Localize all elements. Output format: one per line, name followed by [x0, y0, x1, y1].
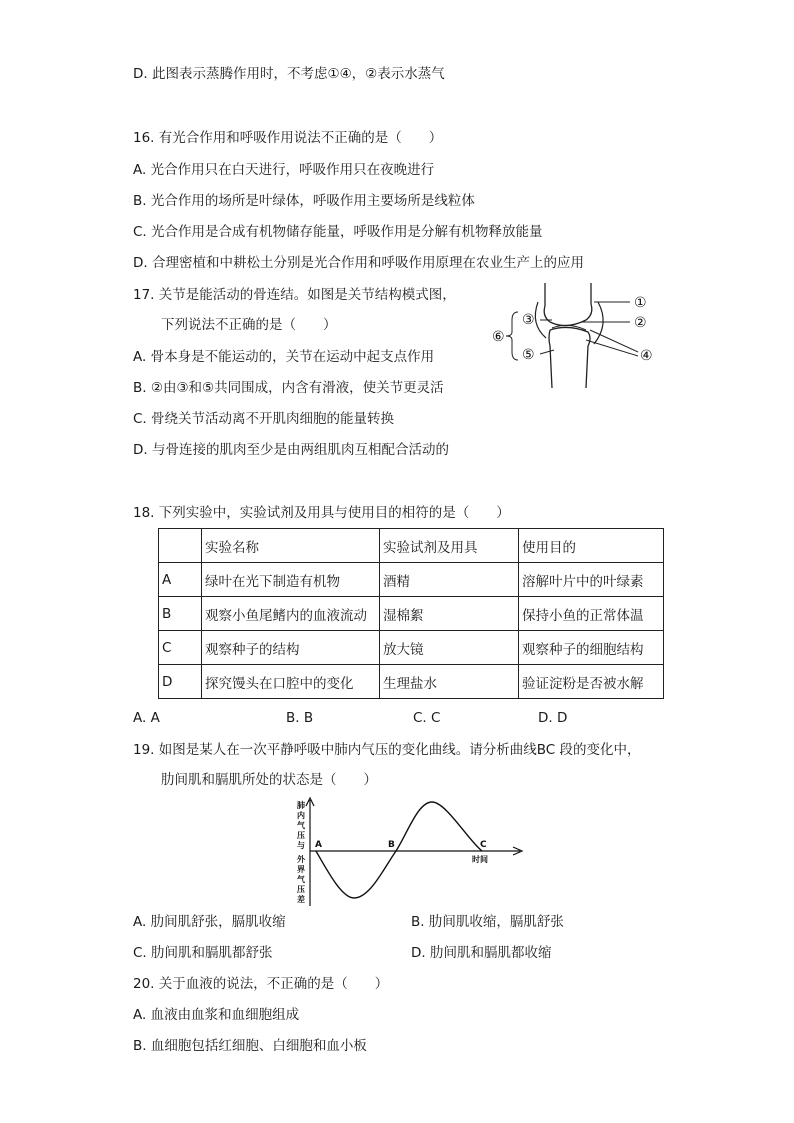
- q18-answer-d: D. D: [538, 710, 568, 726]
- label-2: ②: [634, 315, 647, 331]
- ylabel-char: 与: [297, 841, 305, 850]
- table-cell: 保持小鱼的正常体温: [519, 597, 664, 631]
- ylabel-char: 气: [297, 821, 305, 830]
- table-header-cell: [159, 529, 202, 563]
- label-6: ⑥: [492, 329, 505, 345]
- table-header-cell: 实验试剂及用具: [380, 529, 519, 563]
- q17-option-b: B. ②由③和⑤共同围成，内含有滑液，使关节更灵活: [133, 380, 444, 396]
- table-cell: D: [159, 665, 202, 699]
- q16-option-d: D. 合理密植和中耕松土分别是光合作用和呼吸作用原理在农业生产上的应用: [133, 255, 584, 271]
- ylabel-char: 内: [297, 811, 305, 820]
- table-cell: 溶解叶片中的叶绿素: [519, 563, 664, 597]
- table-cell: 观察种子的细胞结构: [519, 631, 664, 665]
- q19-stem-line2: 肋间肌和膈肌所处的状态是（ ）: [161, 772, 377, 788]
- pressure-graph: [296, 794, 536, 910]
- q20-stem: 20. 关于血液的说法，不正确的是（ ）: [133, 976, 389, 992]
- table-row: [159, 563, 664, 597]
- label-4: ④: [640, 348, 653, 364]
- q18-answer-a: A. A: [133, 710, 160, 726]
- q17-option-c: C. 骨绕关节活动离不开肌肉细胞的能量转换: [133, 411, 395, 427]
- ylabel-char: 肺: [297, 801, 305, 810]
- label-1: ①: [634, 295, 647, 311]
- q18-answer-b: B. B: [286, 710, 314, 726]
- q19-option-d: D. 肋间肌和膈肌都收缩: [411, 945, 552, 961]
- table-cell: A: [159, 563, 202, 597]
- table-cell: 放大镜: [380, 631, 519, 665]
- table-row: [159, 665, 664, 699]
- ylabel-char: 差: [297, 895, 305, 904]
- table-cell: C: [159, 631, 202, 665]
- joint-diagram: [490, 280, 670, 392]
- table-cell: 探究馒头在口腔中的变化: [202, 665, 380, 699]
- q20-option-a: A. 血液由血浆和血细胞组成: [133, 1007, 300, 1023]
- point-b-label: B: [388, 840, 395, 850]
- q18-stem: 18. 下列实验中，实验试剂及用具与使用目的相符的是（ ）: [133, 505, 510, 521]
- q17-stem-line1: 17. 关节是能活动的骨连结。如图是关节结构模式图，: [133, 287, 456, 303]
- q18-answer-c: C. C: [413, 710, 441, 726]
- q19-option-b: B. 肋间肌收缩，膈肌舒张: [411, 914, 564, 930]
- xlabel: 时间: [472, 855, 488, 864]
- q19-option-c: C. 肋间肌和膈肌都舒张: [133, 945, 273, 961]
- table-cell: 生理盐水: [380, 665, 519, 699]
- q19-stem-line1: 19. 如图是某人在一次平静呼吸中肺内气压的变化曲线。请分析曲线BC 段的变化中，: [133, 742, 641, 758]
- q16-option-b: B. 光合作用的场所是叶绿体，呼吸作用主要场所是线粒体: [133, 193, 475, 209]
- point-a-label: A: [315, 840, 322, 850]
- table-cell: 湿棉絮: [380, 597, 519, 631]
- q19-option-a: A. 肋间肌舒张，膈肌收缩: [133, 914, 286, 930]
- q16-option-c: C. 光合作用是合成有机物储存能量，呼吸作用是分解有机物释放能量: [133, 224, 543, 240]
- table-header-cell: 实验名称: [202, 529, 380, 563]
- ylabel-char: 界: [297, 865, 305, 874]
- ylabel-char: 气: [297, 875, 305, 884]
- q17-option-a: A. 骨本身是不能运动的，关节在运动中起支点作用: [133, 349, 435, 365]
- table-cell: 观察种子的结构: [202, 631, 380, 665]
- ylabel-char: 外: [297, 855, 305, 864]
- q17-option-d: D. 与骨连接的肌肉至少是由两组肌肉互相配合活动的: [133, 442, 449, 458]
- table-row: [159, 597, 664, 631]
- q20-option-b: B. 血细胞包括红细胞、白细胞和血小板: [133, 1038, 367, 1054]
- experiment-table: [158, 528, 664, 699]
- table-cell: 酒精: [380, 563, 519, 597]
- ylabel-char: 压: [297, 831, 305, 840]
- table-cell: 绿叶在光下制造有机物: [202, 563, 380, 597]
- q16-stem: 16. 有光合作用和呼吸作用说法不正确的是（ ）: [133, 130, 443, 146]
- table-header-cell: 使用目的: [519, 529, 664, 563]
- table-cell: 验证淀粉是否被水解: [519, 665, 664, 699]
- q16-option-a: A. 光合作用只在白天进行，呼吸作用只在夜晚进行: [133, 162, 435, 178]
- table-cell: B: [159, 597, 202, 631]
- label-5: ⑤: [522, 347, 535, 363]
- label-3: ③: [522, 312, 535, 328]
- table-cell: 观察小鱼尾鳍内的血液流动: [202, 597, 380, 631]
- q15-option-d: D. 此图表示蒸腾作用时，不考虑①④，②表示水蒸气: [133, 66, 445, 82]
- point-c-label: C: [480, 840, 487, 850]
- table-row: [159, 631, 664, 665]
- table-header-row: [159, 529, 664, 563]
- q17-stem-line2: 下列说法不正确的是（ ）: [161, 317, 337, 333]
- ylabel-char: 压: [297, 885, 305, 894]
